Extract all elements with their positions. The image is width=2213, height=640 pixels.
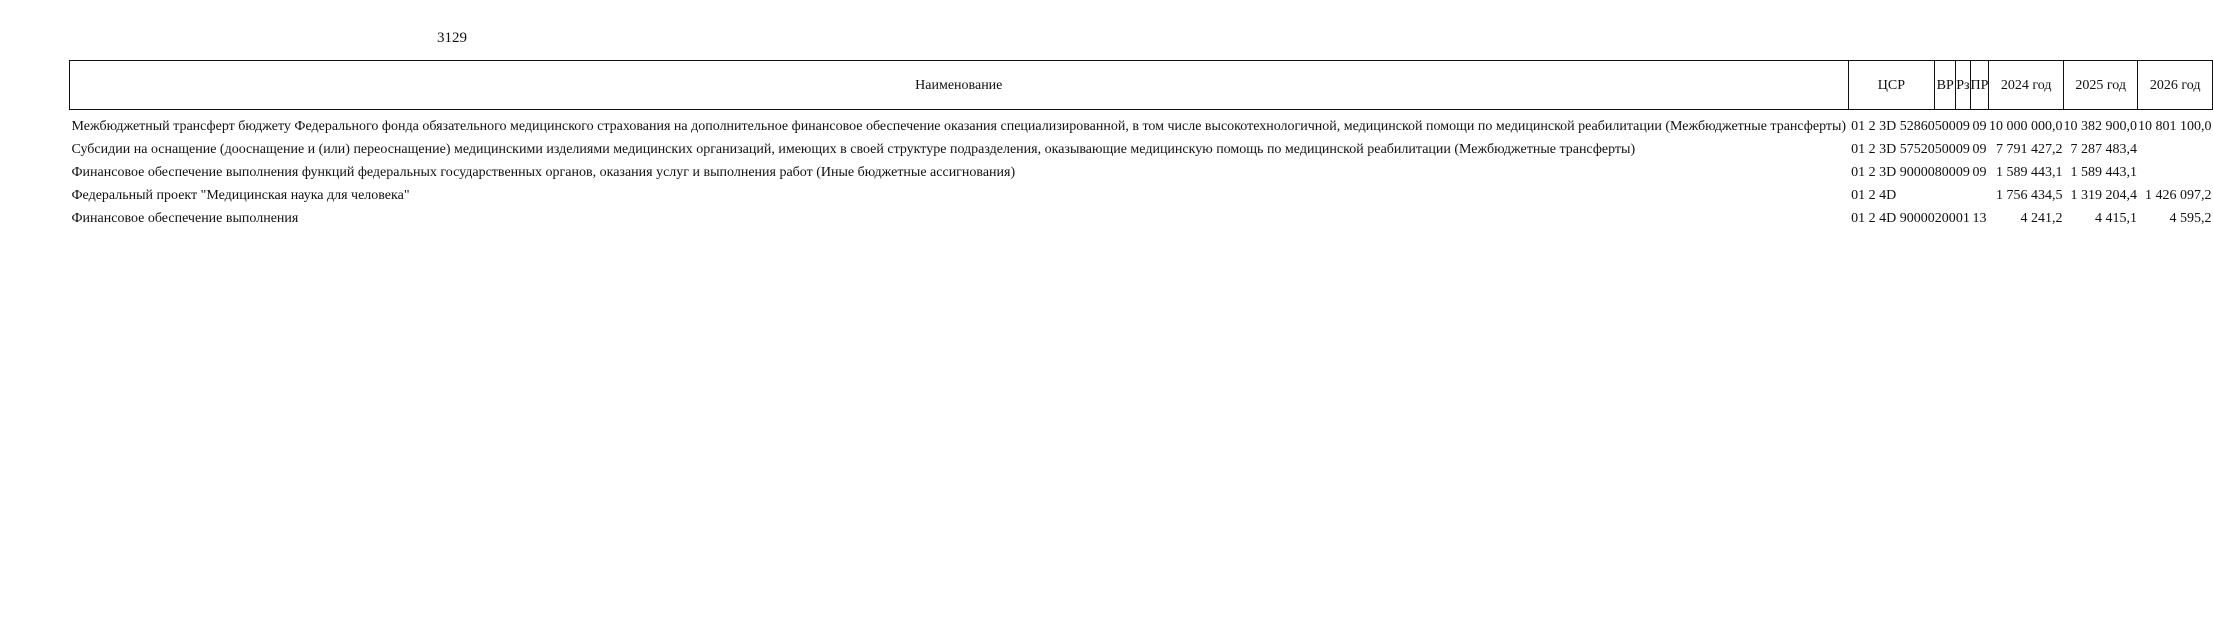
budget-table (69, 60, 2213, 227)
header-row (70, 61, 2213, 110)
header-csr: ЦСР (1848, 61, 1935, 110)
header-rz: Рз (1956, 61, 1970, 110)
row-vr (1935, 187, 1956, 204)
row-csr: 01 2 4D 90000 (1851, 211, 1935, 226)
row-2024: 1 756 434,5 (1995, 188, 2063, 203)
table-row (70, 210, 2213, 227)
row-pr (1970, 187, 1989, 204)
row-2025: 4 415,1 (2094, 211, 2137, 226)
row-csr: 01 2 4D (1851, 188, 1897, 203)
row-vr: 500 (1934, 142, 1956, 157)
table-row (70, 110, 2213, 136)
row-rz: 09 (1955, 165, 1970, 180)
header-pr: ПР (1970, 61, 1989, 110)
header-name: Наименование (70, 61, 1849, 110)
row-2026 (2138, 141, 2213, 158)
row-rz: 09 (1955, 142, 1970, 157)
row-2026: 1 426 097,2 (2144, 188, 2212, 203)
row-2025: 10 382 900,0 (2063, 119, 2137, 134)
row-2025: 7 287 483,4 (2070, 142, 2137, 157)
row-pr: 13 (1972, 211, 1987, 226)
table-row (70, 164, 2213, 181)
row-name: Финансовое обеспечение выполнения функций федеральных государственных органов, оказания услуг и выполнения работ (Иные бюджетные ассигнования) (71, 165, 1016, 180)
row-csr: 01 2 3D 90000 (1851, 165, 1935, 180)
row-vr: 500 (1934, 119, 1956, 134)
row-rz: 09 (1955, 119, 1970, 134)
row-2024: 4 241,2 (2020, 211, 2063, 226)
page-number: 3129 (437, 30, 467, 46)
row-vr: 800 (1934, 165, 1956, 180)
row-name: Финансовое обеспечение выполнения (71, 211, 299, 226)
row-vr: 200 (1934, 211, 1956, 226)
row-csr: 01 2 3D 52860 (1851, 119, 1935, 134)
header-vr: ВР (1935, 61, 1956, 110)
row-rz (1956, 187, 1970, 204)
row-2026: 4 595,2 (2169, 211, 2212, 226)
row-name: Субсидии на оснащение (дооснащение и (или) переоснащение) медицинскими изделиями медицинских организаций, имеющих в своей структуре подразделения, оказывающие медицинскую помощь по медицинской реабилитации (Межбюджетные трансферты) (71, 142, 1636, 157)
row-pr: 09 (1972, 119, 1987, 134)
row-2024: 10 000 000,0 (1988, 119, 2063, 134)
row-csr: 01 2 3D 57520 (1851, 142, 1935, 157)
row-name: Федеральный проект "Медицинская наука для человека" (71, 188, 410, 203)
table-row (70, 187, 2213, 204)
row-pr: 09 (1972, 165, 1987, 180)
row-2024: 7 791 427,2 (1995, 142, 2063, 157)
row-pr: 09 (1972, 142, 1987, 157)
header-2026: 2026 год (2138, 61, 2213, 110)
header-2024: 2024 год (1989, 61, 2064, 110)
header-2025: 2025 год (2063, 61, 2138, 110)
row-2025: 1 319 204,4 (2070, 188, 2137, 203)
row-2025: 1 589 443,1 (2070, 165, 2137, 180)
row-2026: 10 801 100,0 (2137, 119, 2212, 134)
row-2024: 1 589 443,1 (1995, 165, 2063, 180)
row-rz: 01 (1955, 211, 1970, 226)
row-name: Межбюджетный трансферт бюджету Федерального фонда обязательного медицинского страхования на дополнительное финансовое обеспечение оказания специализированной, в том числе высокотехнологичной, медицинской помощи по медицинской реабилитации (Межбюджетные трансферты) (71, 119, 1847, 134)
table-row (70, 141, 2213, 158)
row-2026 (2138, 164, 2213, 181)
